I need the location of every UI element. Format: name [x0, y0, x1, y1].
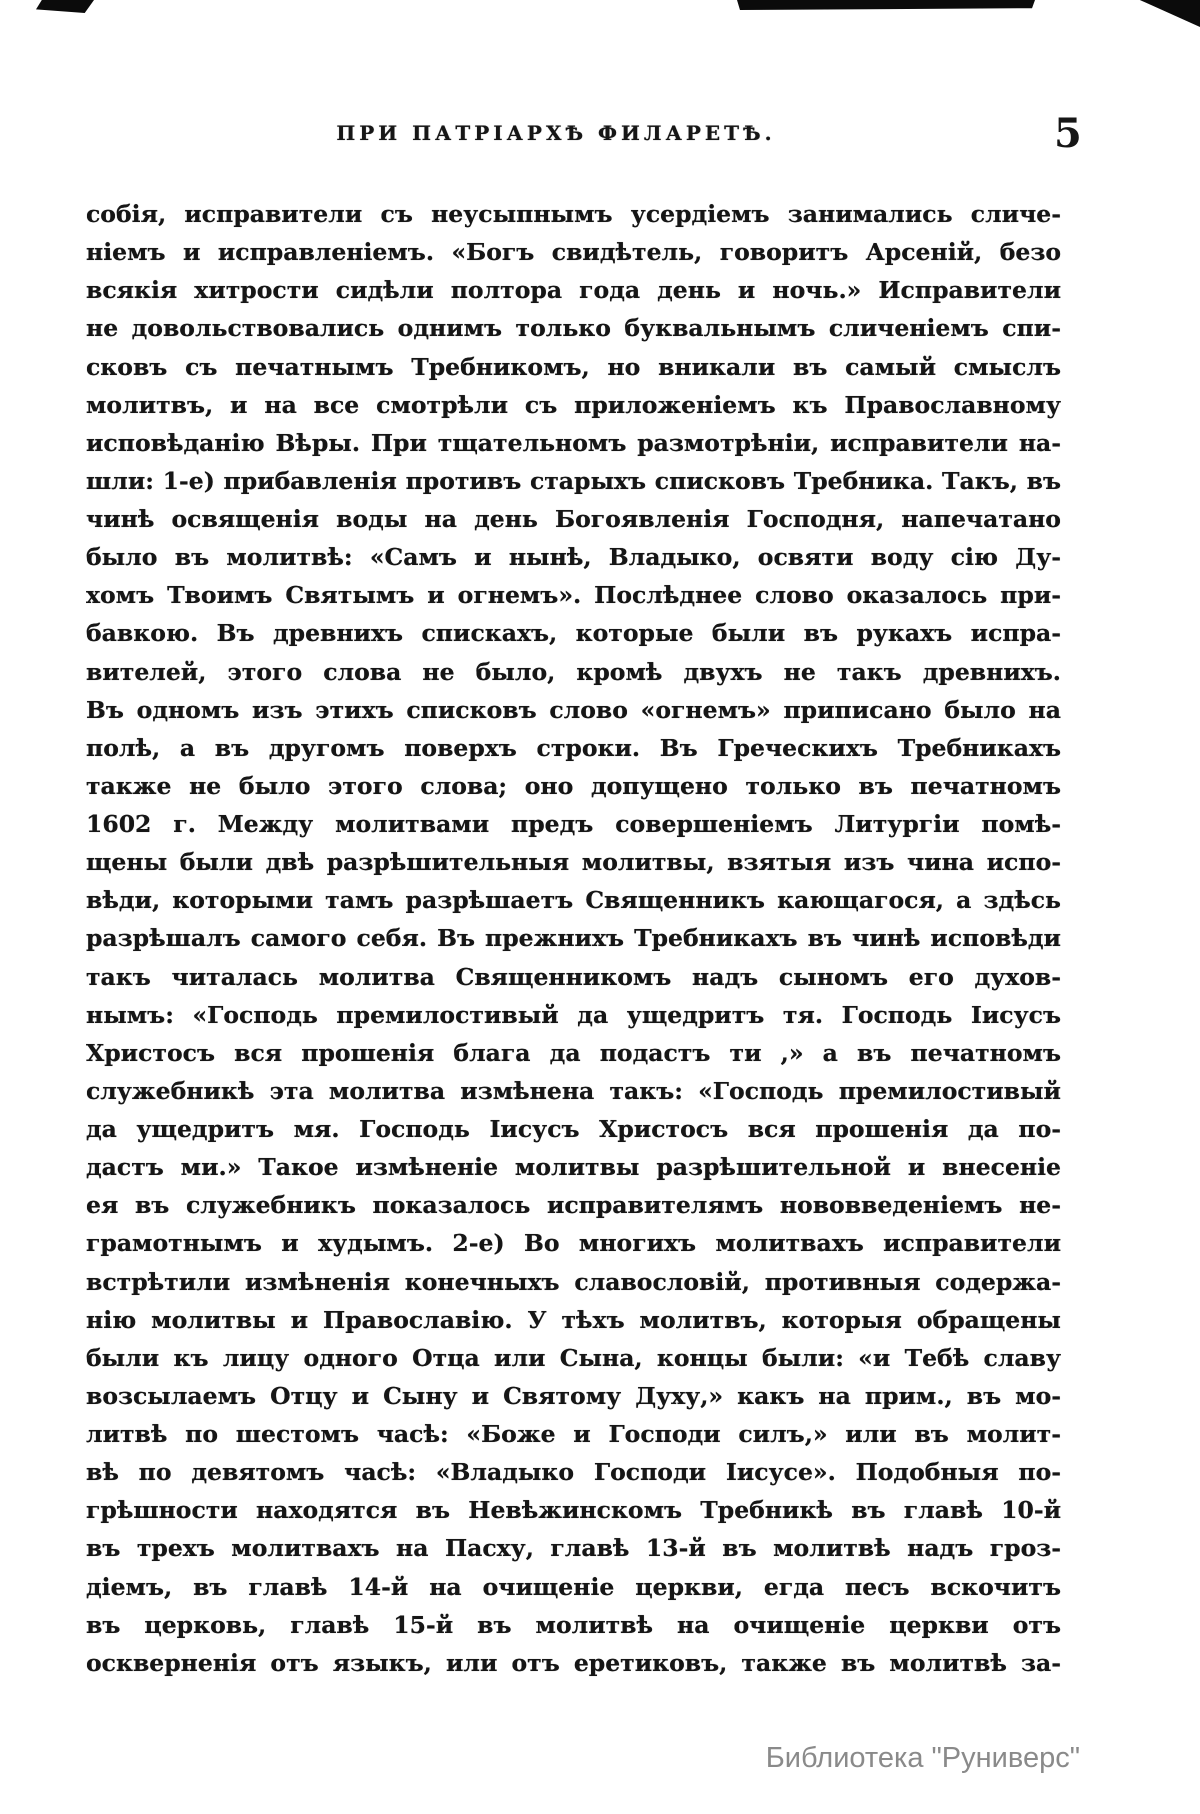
text-line: сковъ съ печатнымъ Требникомъ, но вникали въ самый смыслъ — [86, 352, 1061, 381]
scan-artifact-corner — [1136, 0, 1200, 27]
text-line: служебникѣ эта молитва измѣнена такъ: «Господь премилостивый — [86, 1076, 1061, 1105]
text-line: такъ читалась молитва Священникомъ надъ сыномъ его духов- — [86, 962, 1061, 991]
text-line: Въ одномъ изъ этихъ списковъ слово «огнемъ» приписано было на — [86, 695, 1061, 724]
text-line: вителей, этого слова не было, кромѣ двухъ не такъ древнихъ. — [86, 657, 1061, 686]
text-line: въ церковь, главѣ 15-й въ молитвѣ на очищеніе церкви отъ — [86, 1610, 1061, 1639]
text-line: 1602 г. Между молитвами предъ совершеніемъ Литургіи помѣ- — [86, 810, 1061, 838]
text-line: были къ лицу одного Отца или Сына, концы были: «и Тебѣ славу — [86, 1343, 1061, 1372]
text-line: хомъ Твоимъ Святымъ и огнемъ». Послѣднее слово оказалось при- — [86, 581, 1061, 610]
page-number: 5 — [1054, 110, 1082, 157]
text-line: литвѣ по шестомъ часѣ: «Боже и Господи силъ,» или въ молит- — [86, 1420, 1061, 1448]
text-line: ея въ служебникъ показалось исправителямъ нововведеніемъ не- — [86, 1191, 1061, 1220]
body-text — [86, 195, 1061, 1682]
text-line: вѣди, которыми тамъ разрѣшаетъ Священникъ кающагося, а здѣсь — [86, 886, 1061, 915]
text-line: собія, исправители съ неусыпнымъ усердіемъ занимались сличе- — [86, 200, 1061, 228]
text-line: возсылаемъ Отцу и Сыну и Святому Духу,» какъ на прим., въ мо- — [86, 1381, 1061, 1410]
text-line: вѣ по девятомъ часѣ: «Владыко Господи Іисусе». Подобныя по- — [86, 1458, 1061, 1487]
text-line: Христосъ вся прошенія блага да подастъ ти ,» а въ печатномъ — [86, 1038, 1061, 1067]
text-line: было въ молитвѣ: «Самъ и нынѣ, Владыко, освяти воду сію Ду- — [86, 543, 1061, 572]
scan-artifact-left — [36, 0, 94, 13]
text-line: дастъ ми.» Такое измѣненіе молитвы разрѣшительной и внесеніе — [86, 1153, 1061, 1182]
text-line: чинѣ освященія воды на день Богоявленія Господня, напечатано — [86, 505, 1061, 533]
scan-artifact-bar — [737, 0, 1035, 10]
text-line: бавкою. Въ древнихъ спискахъ, которые были въ рукахъ испра- — [86, 619, 1061, 648]
text-line: щены были двѣ разрѣшительныя молитвы, взятыя изъ чина испо- — [86, 848, 1061, 877]
text-line: ніемъ и исправленіемъ. «Богъ свидѣтель, говоритъ Арсеній, безо — [86, 238, 1061, 267]
text-line: также не было этого слова; оно допущено только въ печатномъ — [86, 771, 1061, 800]
text-line: оскверненія отъ языкъ, или отъ еретиковъ, также въ молитвѣ за- — [86, 1648, 1061, 1677]
text-line: діемъ, въ главѣ 14-й на очищеніе церкви, егда песъ вскочитъ — [86, 1572, 1061, 1601]
library-watermark: Библиотека "Руниверс" — [765, 1742, 1080, 1774]
text-line: всякія хитрости сидѣли полтора года день и ночь.» Исправители — [86, 276, 1061, 305]
text-line: грѣшности находятся въ Невѣжинскомъ Требникѣ въ главѣ 10-й — [86, 1496, 1061, 1525]
text-line: встрѣтили измѣненія конечныхъ славословій, противныя содержа- — [86, 1267, 1061, 1296]
text-line: полѣ, а въ другомъ поверхъ строки. Въ Греческихъ Требникахъ — [86, 733, 1061, 762]
text-line: грамотнымъ и худымъ. 2-е) Во многихъ молитвахъ исправители — [86, 1229, 1061, 1258]
text-line: молитвъ, и на все смотрѣли съ приложеніемъ къ Православному — [86, 390, 1061, 419]
text-line: нымъ: «Господь премилостивый да ущедритъ тя. Господь Іисусъ — [86, 1000, 1061, 1029]
text-line: не довольствовались однимъ только буквальнымъ сличеніемъ спи- — [86, 314, 1061, 343]
text-line: въ трехъ молитвахъ на Пасху, главѣ 13-й въ молитвѣ надъ гроз- — [86, 1534, 1061, 1563]
text-line: да ущедритъ мя. Господь Іисусъ Христосъ вся прошенія да по- — [86, 1115, 1061, 1143]
text-line: разрѣшалъ самого себя. Въ прежнихъ Требникахъ въ чинѣ исповѣди — [86, 924, 1061, 953]
running-title: ПРИ ПАТРІАРХѢ ФИЛАРЕТѢ. — [336, 121, 776, 145]
text-line: исповѣданію Вѣры. При тщательномъ размотрѣніи, исправители на- — [86, 428, 1061, 457]
text-line: шли: 1-е) прибавленія противъ старыхъ списковъ Требника. Такъ, въ — [86, 466, 1061, 495]
text-line: нію молитвы и Православію. У тѣхъ молитвъ, которыя обращены — [86, 1305, 1061, 1334]
